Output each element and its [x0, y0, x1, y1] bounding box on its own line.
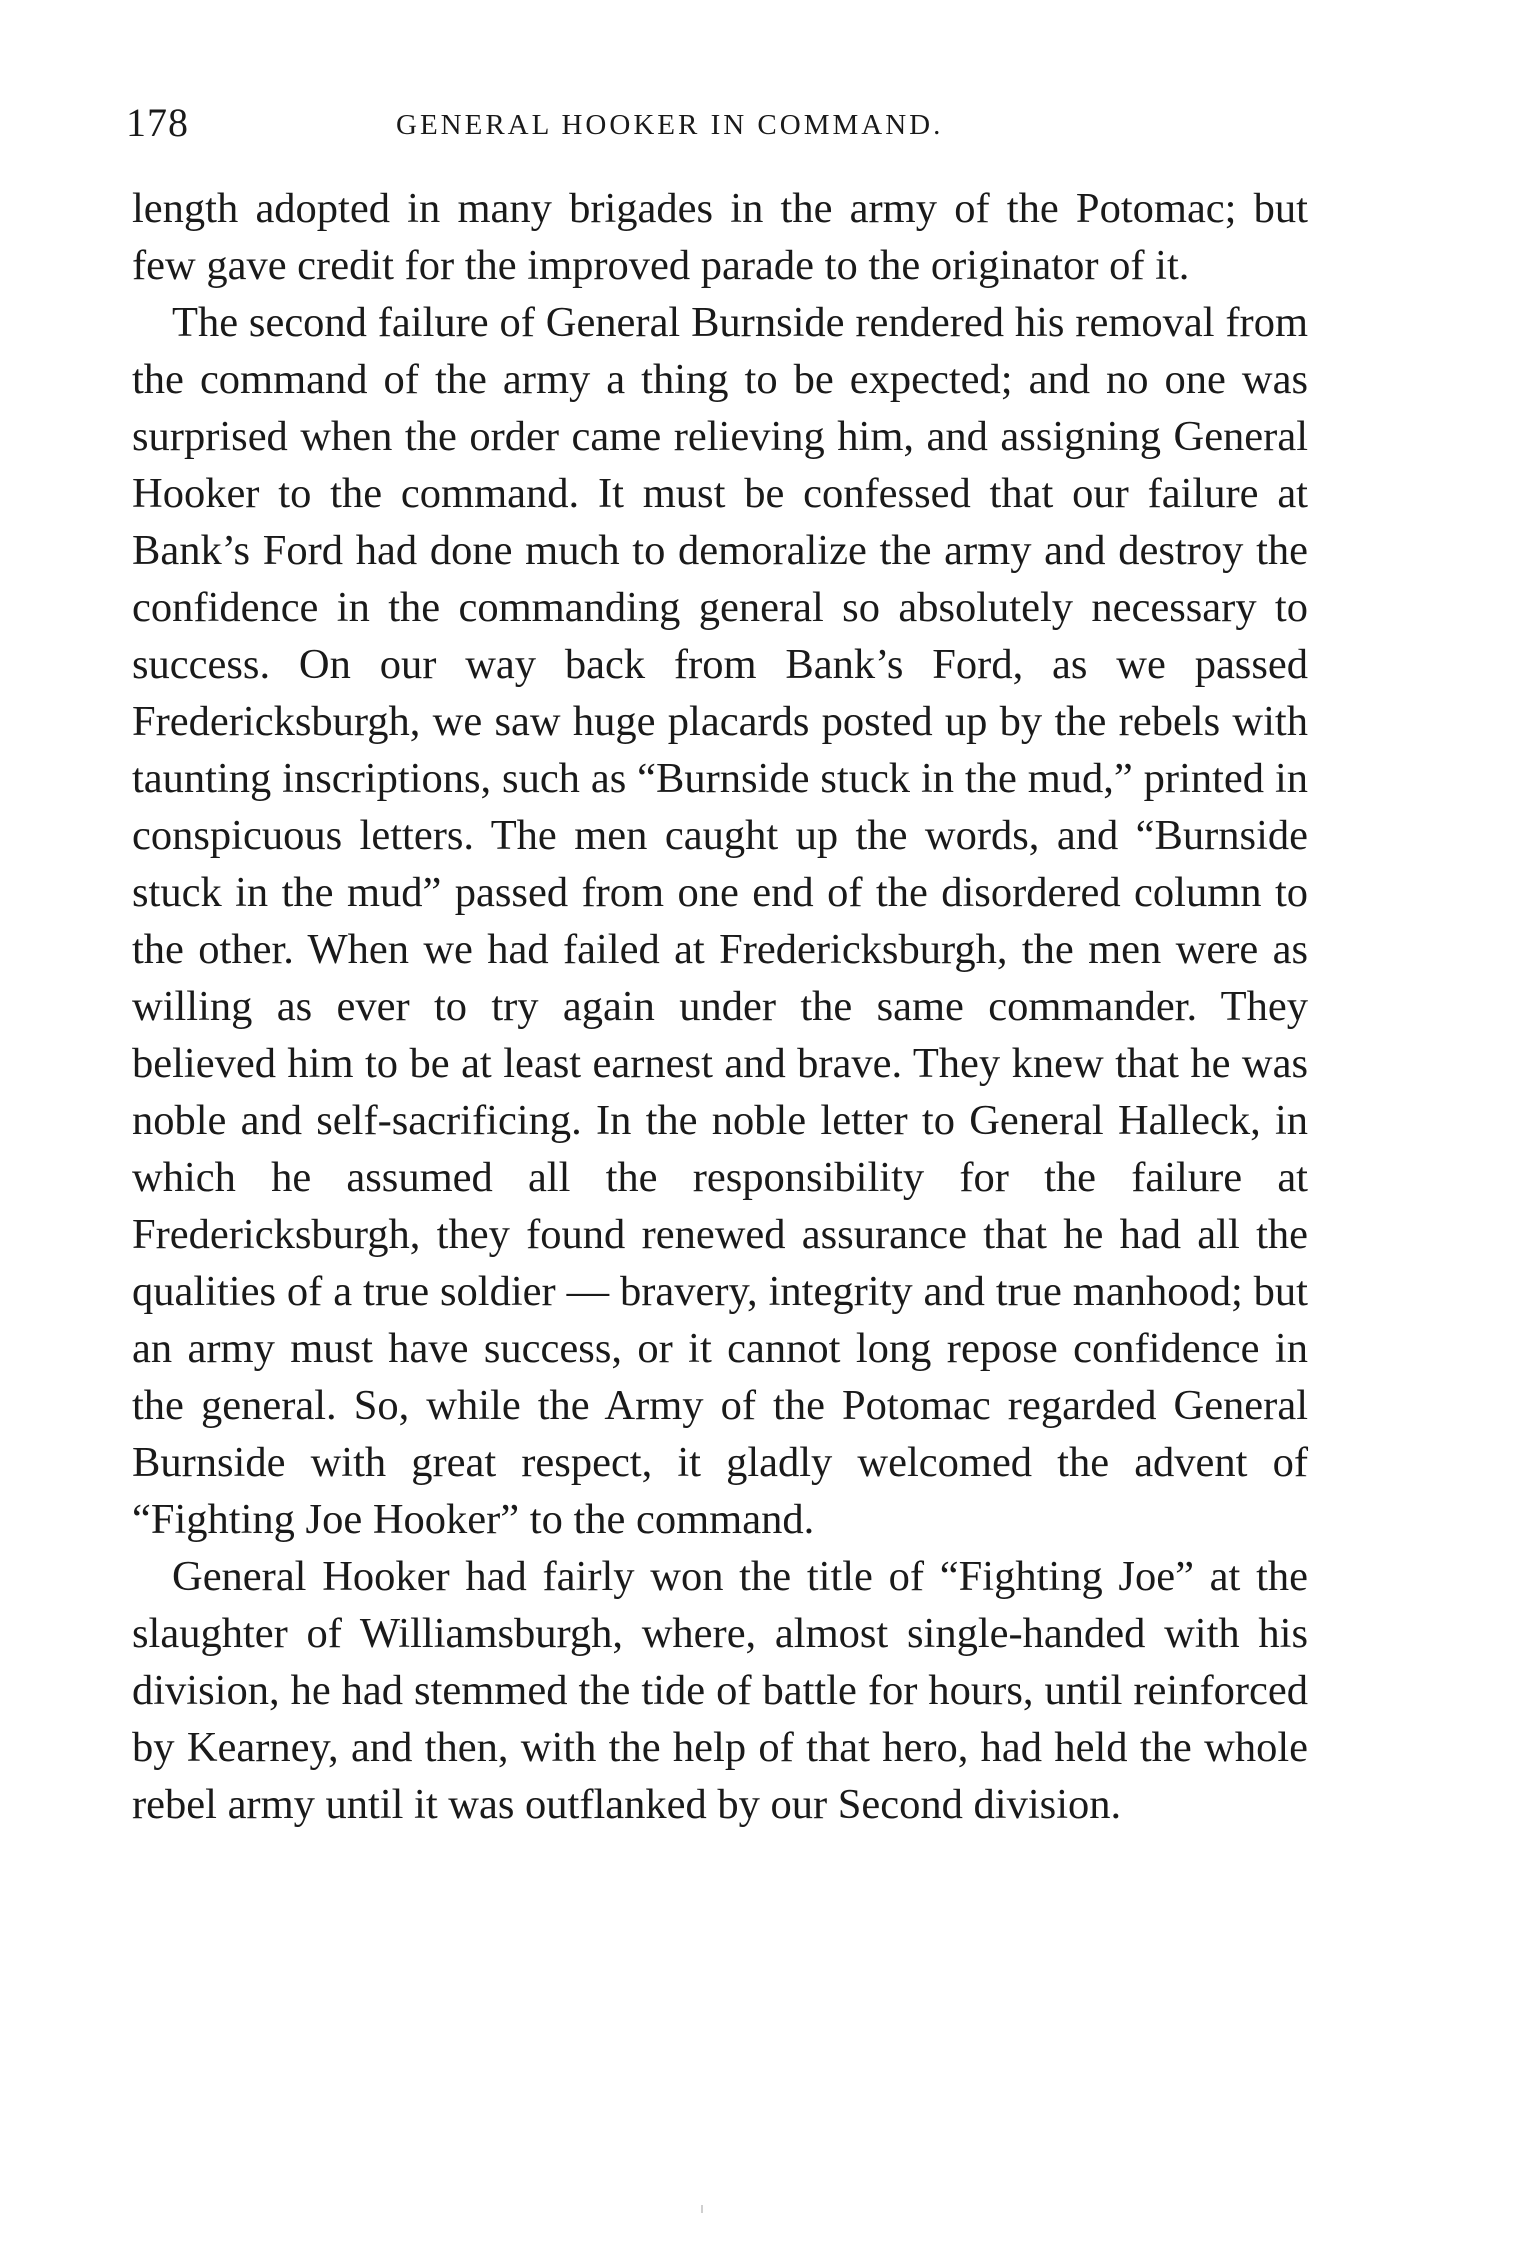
body-text — [132, 180, 1308, 1833]
paragraph-fighting-joe: General Hooker had fairly won the title of “Fighting Joe” at the slaughter of Williamsburgh, where, almost single-handed with his division, he had stemmed the tide of battle for hours, until reinforced by Kearney, and then, with the help of that hero, had held the whole rebel army until it was outflanked by our Second division. — [132, 1553, 1308, 1828]
page-number: 178 — [126, 100, 189, 145]
paragraph-continuation: length adopted in many brigades in the army of the Potomac; but few gave credit for the improved parade to the originator of it. — [132, 185, 1308, 289]
paragraph-burnside-removal: The second failure of General Burnside rendered his removal from the command of the army a thing to be expected; and no one was surprised when the order came relieving him, and assigning General Hooker to the command. It must be confessed that our failure at Bank’s Ford had done much to demoralize the army and destroy the confidence in the commanding general so absolutely necessary to success. On our way back from Bank’s Ford, as we passed Fredericksburgh, we saw huge placards posted up by the rebels with taunting inscriptions, such as “Burnside stuck in the mud,” printed in conspicuous letters. The men caught up the words, and “Burnside stuck in the mud” passed from one end of the disordered column to the other. When we had failed at Fredericksburgh, the men were as willing as ever to try again under the same commander. They believed him to be at least earnest and brave. They knew that he was noble and self-sacrificing. In the noble letter to General Halleck, in which he assumed all the responsibility for the failure at Fredericksburgh, they found renewed assurance that he had all the qualities of a true soldier — bravery, integrity and true manhood; but an army must have success, or it cannot long repose confidence in the general. So, while the Army of the Potomac regarded General Burnside with great respect, it gladly welcomed the advent of “Fighting Joe Hooker” to the command. — [132, 299, 1308, 1543]
page-header — [126, 98, 1326, 148]
page-speck — [701, 2205, 703, 2213]
running-head: GENERAL HOOKER IN COMMAND. — [396, 109, 944, 141]
